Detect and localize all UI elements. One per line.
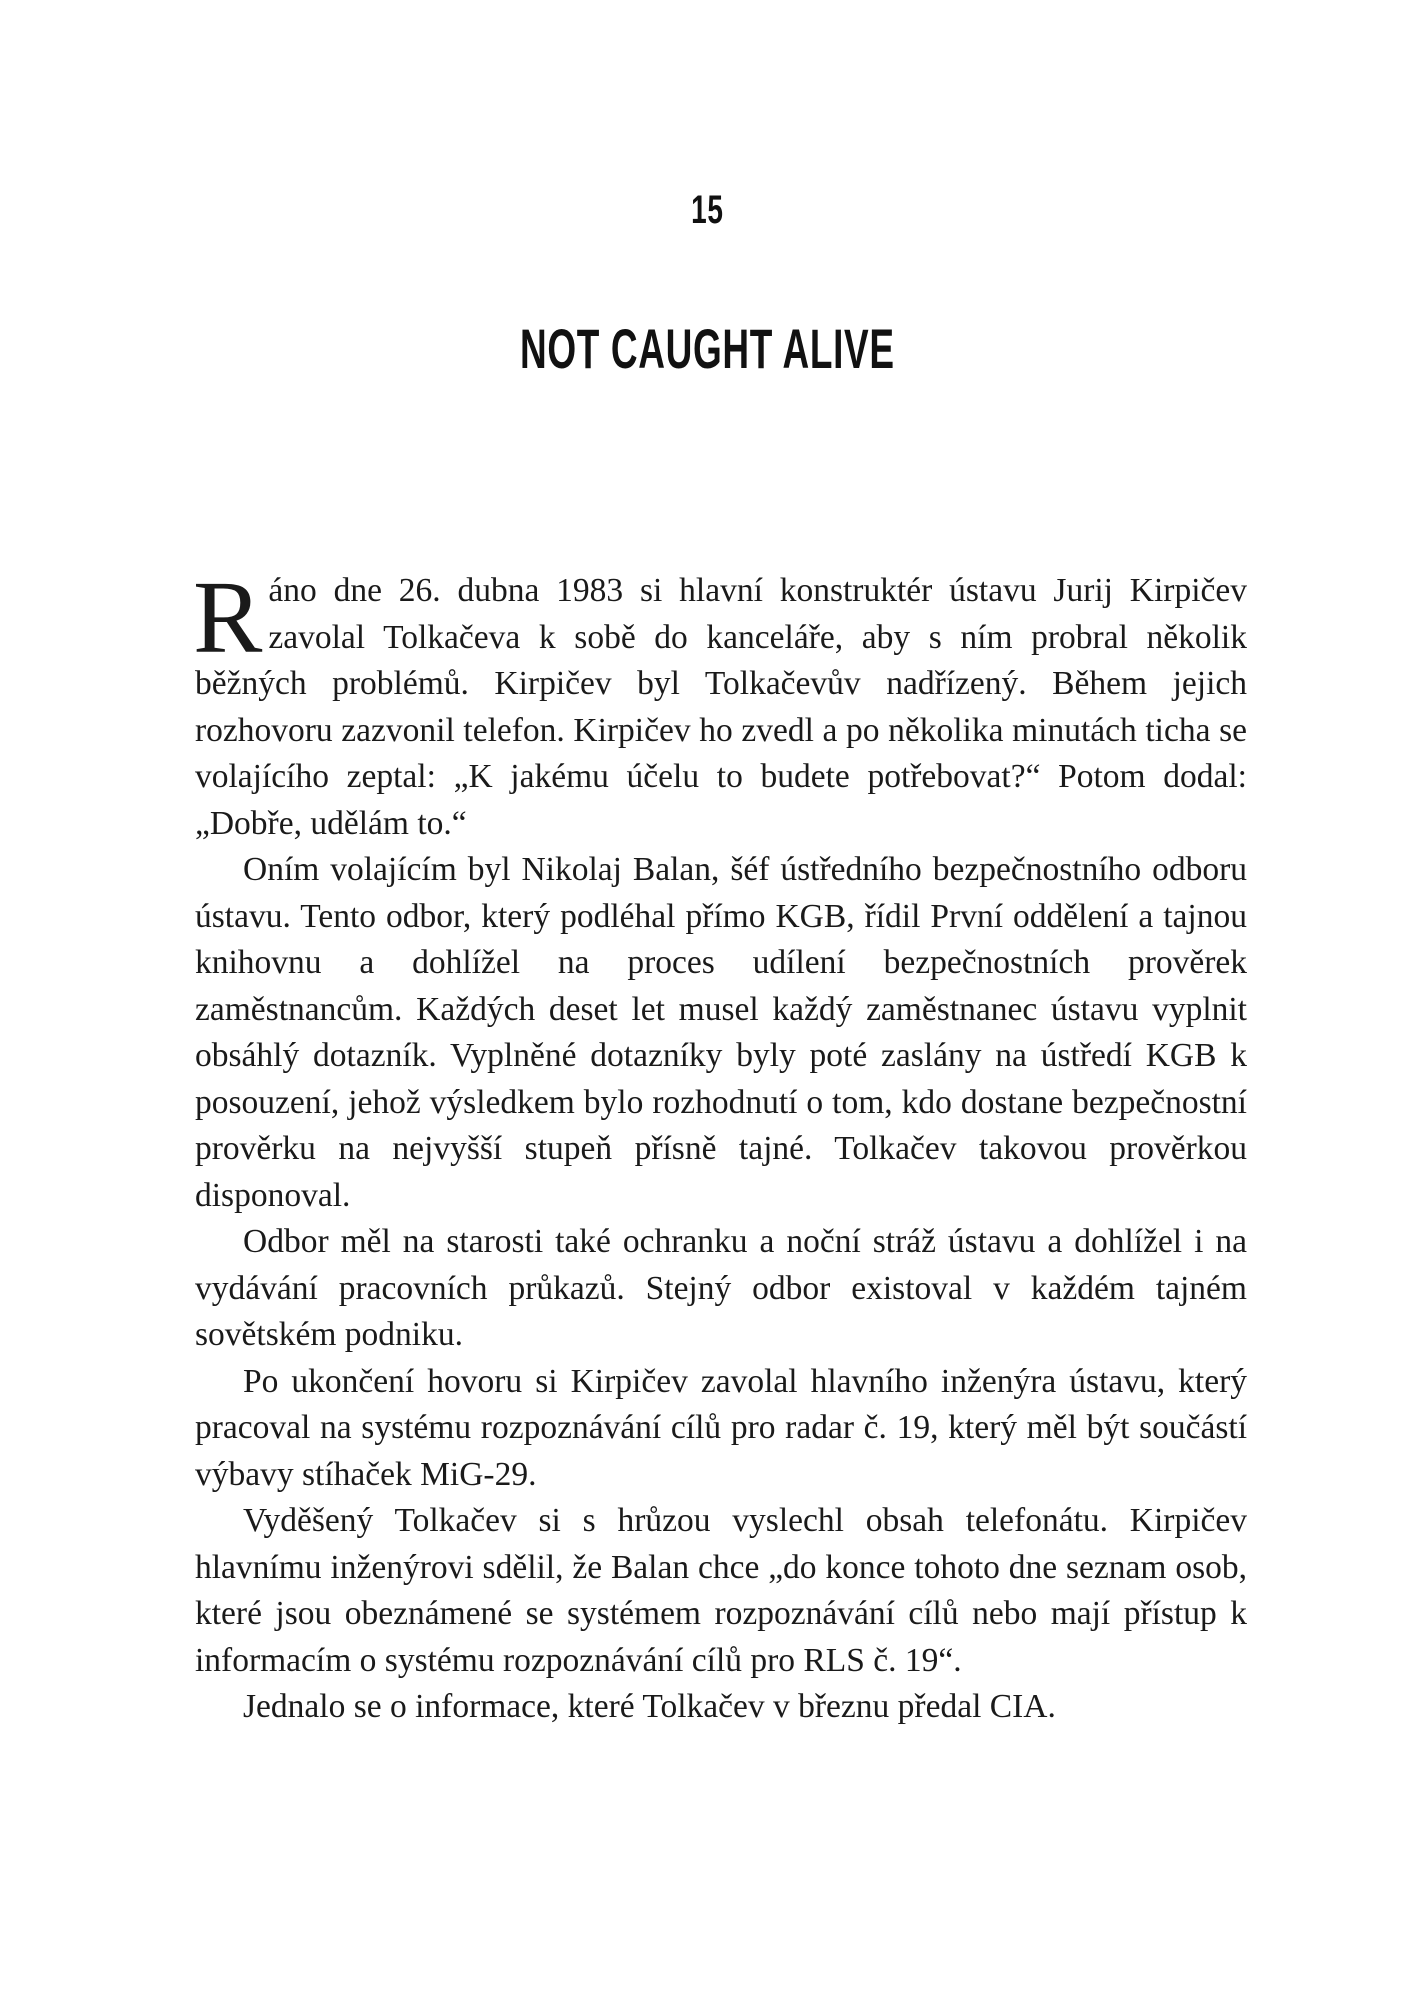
chapter-body — [193, 560, 1247, 1731]
paragraph: Odbor měl na starosti také ochranku a noční stráž ústavu a dohlížel i na vydávání pracovních průkazů. Stejný odbor existoval v každém tajném sovětském podniku. — [195, 1223, 1247, 1353]
paragraph-text: áno dne 26. dubna 1983 si hlavní konstruktér ústavu Jurij Kirpičev zavolal Tolkačeva k sobě do kanceláře, aby s ním probral několik běžných problémů. Kirpičev byl Tolkačevův nadřízený. Během jejich rozhovoru zazvonil telefon. Kirpičev ho zvedl a po několika minutách ticha se volajícího zeptal: „K jakému účelu to budete potřebovat?“ Potom dodal: „Dobře, udělám to.“ — [195, 572, 1247, 842]
paragraph — [193, 560, 1247, 847]
paragraph: Oním volajícím byl Nikolaj Balan, šéf ústředního bezpečnostního odboru ústavu. Tento odbor, který podléhal přímo KGB, řídil První oddělení a tajnou knihovnu a dohlížel na proces udílení bezpečnostních prověrek zaměstnancům. Každých deset let musel každý zaměstnanec ústavu vyplnit obsáhlý dotazník. Vyplněné dotazníky byly poté zaslány na ústředí KGB k posouzení, jehož výsledkem bylo rozhodnutí o tom, kdo dostane bezpečnostní prověrku na nejvyšší stupeň přísně tajné. Tolkačev takovou prověrkou disponoval. — [195, 851, 1247, 1214]
paragraph: Vyděšený Tolkačev si s hrůzou vyslechl obsah telefonátu. Kirpičev hlavnímu inženýrovi sdělil, že Balan chce „do konce tohoto dne seznam osob, které jsou obeznámené se systémem rozpoznávání cílů nebo mají přístup k informacím o systému rozpoznávání cílů pro RLS č. 19“. — [195, 1502, 1247, 1679]
paragraph: Po ukončení hovoru si Kirpičev zavolal hlavního inženýra ústavu, který pracoval na systému rozpoznávání cílů pro radar č. 19, který měl být součástí výbavy stíhaček MiG-29. — [195, 1362, 1247, 1493]
chapter-title: NOT CAUGHT ALIVE — [519, 317, 895, 380]
paragraph: Jednalo se o informace, které Tolkačev v březnu předal CIA. — [243, 1688, 1056, 1725]
drop-cap: R — [193, 560, 263, 675]
chapter-number: 15 — [691, 188, 724, 232]
